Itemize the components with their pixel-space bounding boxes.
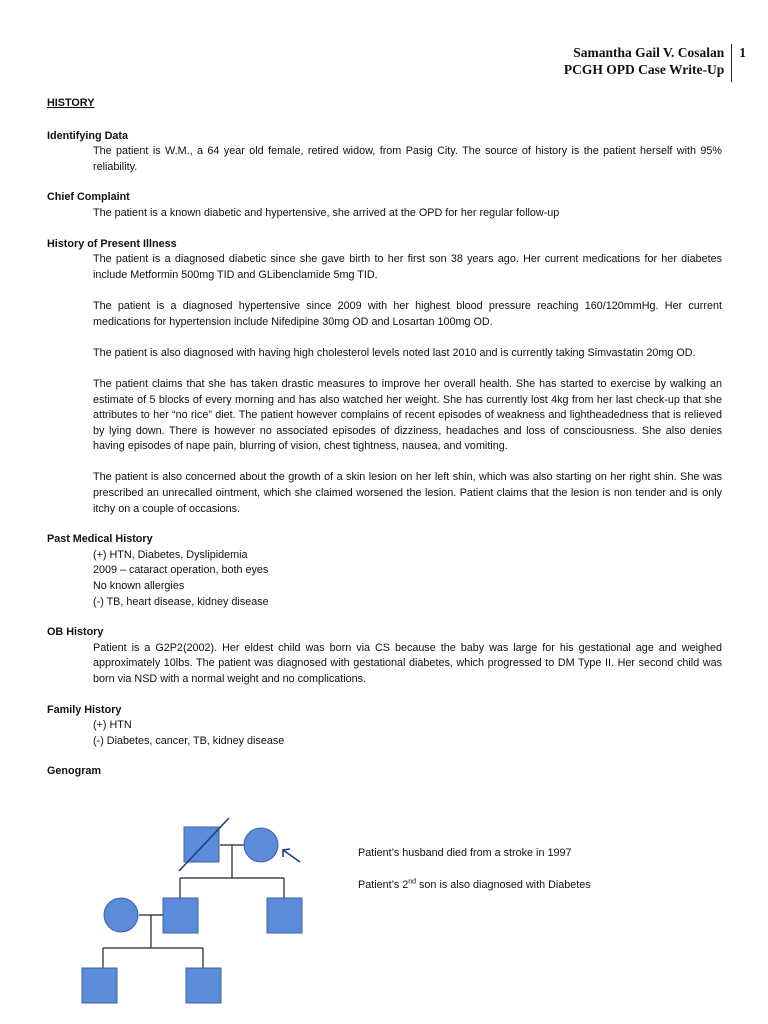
hpi-paragraph: The patient is also diagnosed with having high cholesterol levels noted last 2010 and is currently taking Simvastatin 20mg OD. <box>93 346 696 359</box>
author-name: Samantha Gail V. Cosalan <box>573 45 725 60</box>
hpi-paragraph: The patient is also concerned about the growth of a skin lesion on her left shin, which was also starting on her right shin. She was prescribed an unrecalled ointment, which she claimed worsened the lesion. Patient claims that the lesion is non tender and is only itchy on a couple of occasions. <box>93 471 722 515</box>
history-title: HISTORY <box>47 97 95 109</box>
family-history-line: (-) Diabetes, cancer, TB, kidney disease <box>93 734 285 747</box>
genogram-note-second-son <box>358 878 591 892</box>
patient-circle <box>244 828 278 862</box>
chief-complaint-text: The patient is a known diabetic and hypertensive, she arrived at the OPD for her regular follow-up <box>93 206 560 219</box>
pmh-line: (-) TB, heart disease, kidney disease <box>93 595 269 608</box>
note-text: Patient’s 2 <box>358 879 409 891</box>
section-title: Identifying Data <box>47 129 128 142</box>
past-medical-history-section <box>47 532 722 610</box>
pmh-line: No known allergies <box>93 580 185 593</box>
section-title: Chief Complaint <box>47 191 130 204</box>
document-body <box>47 96 722 780</box>
second-son-square <box>267 898 302 933</box>
hpi-section <box>47 237 722 518</box>
family-history-section <box>47 703 722 750</box>
hpi-paragraph: The patient is a diagnosed hypertensive since 2009 with her highest blood pressure reaching 160/120mmHg. Her current medications for hypertension include Nifedipine 30mg OD and Losartan 100mg OD. <box>93 299 722 328</box>
chief-complaint-section <box>47 190 722 221</box>
ob-history-text: Patient is a G2P2(2002). Her eldest child was born via CS because the baby was large for his gestational age and weighed approximately 10lbs. The patient was diagnosed with gestational diabetes, which progressed to DM Type II. Her second child was born via NSD with a normal weight and no complications. <box>93 641 722 685</box>
section-title: Family History <box>47 703 122 716</box>
genogram-title: Genogram <box>47 765 101 778</box>
pmh-line: 2009 – cataract operation, both eyes <box>93 564 269 577</box>
family-history-line: (+) HTN <box>93 719 132 732</box>
note-superscript: nd <box>408 878 417 886</box>
header-text <box>564 44 731 78</box>
genogram-connectors <box>103 845 284 968</box>
grandchild-square <box>82 968 117 1003</box>
hpi-paragraph: The patient claims that she has taken drastic measures to improve her overall health. She has started to exercise by walking an estimate of 5 blocks of every morning and has also watched her weight. She has currently lost 4kg from her last check-up that she attributes to her “no rice” diet. The patient however complains of recent episodes of weakness and lightheadedness that is relieved by lying down. There is however no associated episodes of dizziness, headaches and loss of consciousness. She also denies having episodes of nape pain, blurring of vision, chest tightness, nausea, and vomiting. <box>93 377 722 453</box>
ob-history-section <box>47 625 722 687</box>
identifying-data-text: The patient is W.M., a 64 year old female, retired widow, from Pasig City. The source of history is the patient herself with 95% reliability. <box>93 145 722 173</box>
patient-arrow-icon <box>283 849 300 862</box>
hpi-paragraph: The patient is a diagnosed diabetic since she gave birth to her first son 38 years ago. Her current medications for her diabetes include Metformin 500mg TID and GLibenclamide 5mg TID. <box>93 253 722 281</box>
page-header <box>564 44 746 82</box>
document-subtitle: PCGH OPD Case Write-Up <box>563 62 725 77</box>
daughter-in-law-circle <box>104 898 138 932</box>
father-square <box>184 827 219 862</box>
genogram-members <box>82 818 302 1003</box>
section-title: History of Present Illness <box>47 237 177 250</box>
note-text: son is also diagnosed with Diabetes <box>416 879 591 891</box>
section-title: Past Medical History <box>47 533 153 546</box>
section-title: OB History <box>47 626 104 639</box>
page-number: 1 <box>739 45 746 60</box>
first-son-square <box>163 898 198 933</box>
identifying-data-section <box>47 129 722 176</box>
grandchild-square <box>186 968 221 1003</box>
pmh-line: (+) HTN, Diabetes, Dyslipidemia <box>93 548 248 561</box>
genogram-note-husband: Patient’s husband died from a stroke in 1997 <box>358 847 572 859</box>
deceased-slash <box>179 818 229 871</box>
